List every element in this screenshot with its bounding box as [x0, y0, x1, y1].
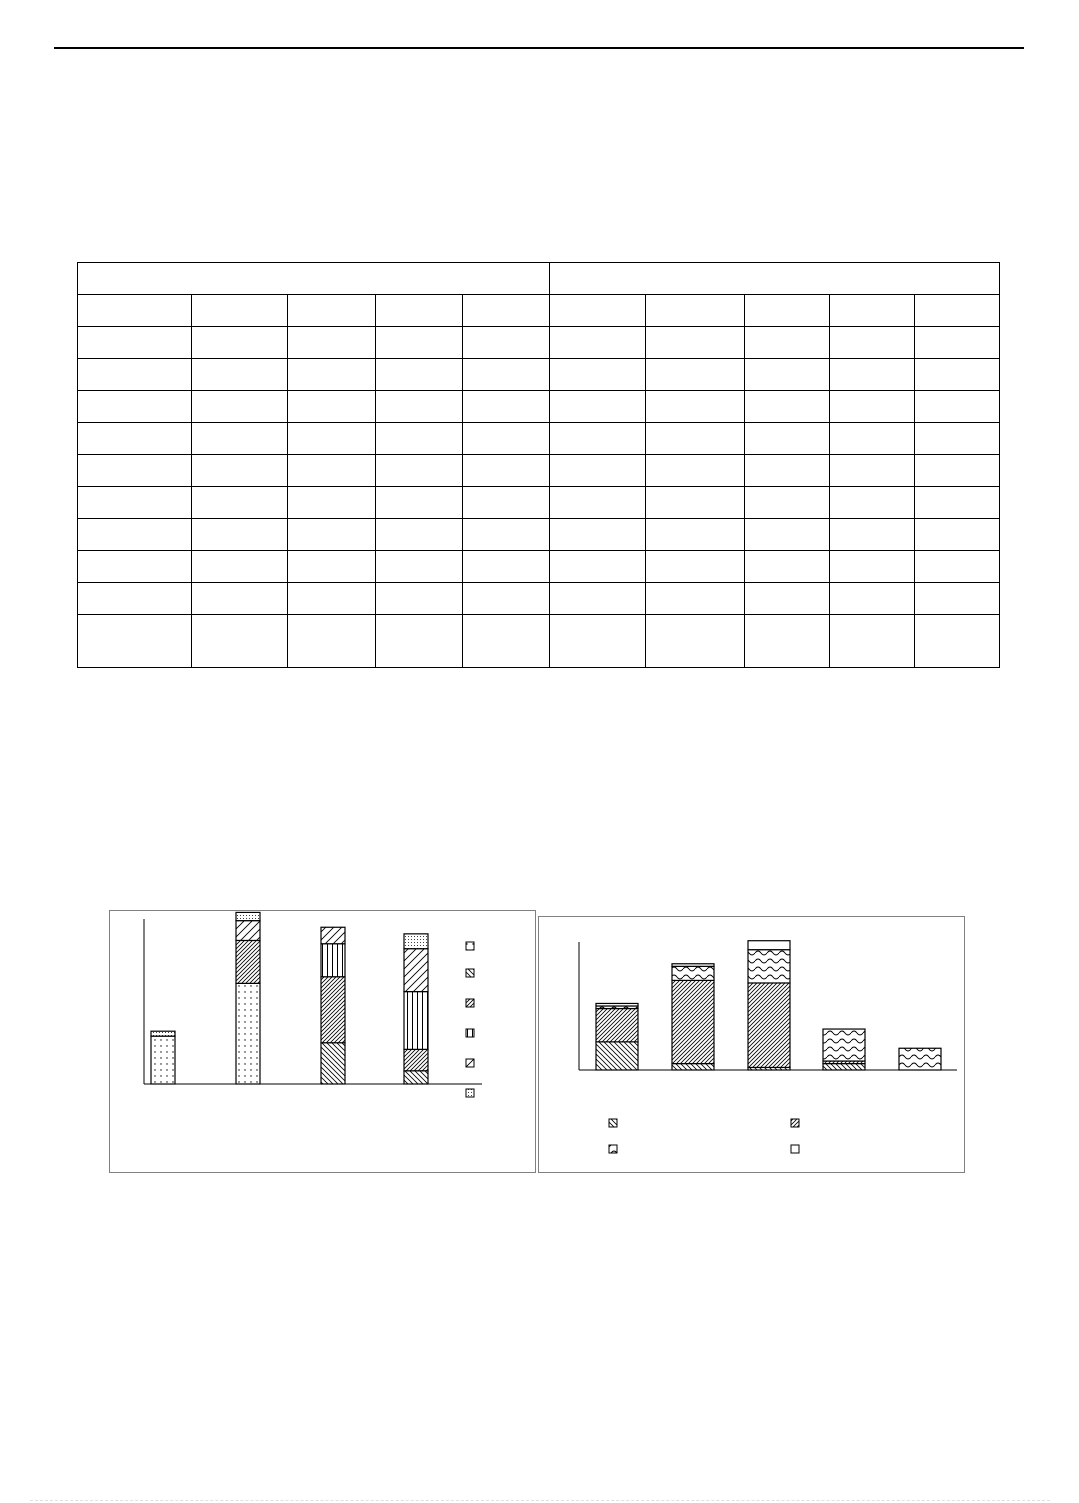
- bar-segment: [236, 912, 260, 920]
- table-cell: [915, 519, 1000, 551]
- table-cell: [915, 327, 1000, 359]
- table-cell: [192, 423, 288, 455]
- table-cell: [463, 455, 550, 487]
- table-cell: [288, 615, 376, 668]
- bar-segment: [823, 1064, 865, 1070]
- table-cell: [550, 295, 646, 327]
- chart-right-plot: [539, 917, 964, 1172]
- table-cell: [463, 519, 550, 551]
- legend-swatch: [466, 942, 474, 950]
- table-cell: [288, 391, 376, 423]
- table-cell: [288, 455, 376, 487]
- table-cell: [915, 455, 1000, 487]
- table-cell: [463, 327, 550, 359]
- bar-segment: [899, 1048, 941, 1070]
- table-cell: [376, 359, 463, 391]
- table-cell: [463, 359, 550, 391]
- table-row: [78, 487, 1000, 519]
- bar-segment: [596, 1042, 638, 1070]
- table-row: [78, 295, 1000, 327]
- table-cell: [78, 583, 192, 615]
- table-cell: [376, 455, 463, 487]
- legend-swatch: [609, 1119, 617, 1127]
- table-cell: [550, 551, 646, 583]
- table-cell: [78, 359, 192, 391]
- table-cell: [78, 423, 192, 455]
- table-cell: [192, 519, 288, 551]
- bar-segment: [321, 944, 345, 977]
- table-cell: [646, 327, 745, 359]
- bar-segment: [321, 977, 345, 1043]
- table-cell: [745, 359, 830, 391]
- table-cell: [830, 391, 915, 423]
- bar-segment: [596, 1003, 638, 1006]
- table-cell: [830, 295, 915, 327]
- top-rule: [54, 47, 1024, 49]
- table-cell: [192, 583, 288, 615]
- table-cell: [288, 295, 376, 327]
- bar-segment: [596, 1009, 638, 1042]
- legend-swatch: [609, 1145, 617, 1153]
- table-cell: [915, 615, 1000, 668]
- table-cell: [78, 455, 192, 487]
- table-cell: [646, 295, 745, 327]
- legend-swatch: [791, 1145, 799, 1153]
- table-cell: [915, 551, 1000, 583]
- table-cell: [376, 487, 463, 519]
- table-cell: [376, 391, 463, 423]
- table-cell: [376, 519, 463, 551]
- table-cell: [376, 327, 463, 359]
- table-cell: [646, 615, 745, 668]
- table-cell: [745, 519, 830, 551]
- table-cell: [745, 391, 830, 423]
- table-cell: [463, 487, 550, 519]
- table-cell: [830, 615, 915, 668]
- table-cell: [915, 423, 1000, 455]
- table-cell: [745, 615, 830, 668]
- table-row: [78, 455, 1000, 487]
- table-cell: [192, 615, 288, 668]
- table-cell: [646, 551, 745, 583]
- bar-segment: [748, 983, 790, 1067]
- table-cell: [78, 551, 192, 583]
- table-cell: [78, 615, 192, 668]
- table-cell: [288, 423, 376, 455]
- table-cell: [915, 295, 1000, 327]
- table-row: [78, 583, 1000, 615]
- table-cell: [830, 487, 915, 519]
- table-cell: [376, 615, 463, 668]
- table-cell: [376, 295, 463, 327]
- table-cell: [288, 327, 376, 359]
- table-row: [78, 551, 1000, 583]
- table-row: [78, 359, 1000, 391]
- table-cell: [830, 519, 915, 551]
- table-cell: [915, 487, 1000, 519]
- table-cell: [745, 551, 830, 583]
- table-cell: [646, 519, 745, 551]
- page-footer-rule: [30, 1500, 1050, 1501]
- table-group-header: [78, 263, 550, 295]
- bar-segment: [321, 927, 345, 944]
- bar-segment: [404, 934, 428, 949]
- table-cell: [550, 615, 646, 668]
- table-cell: [192, 359, 288, 391]
- table-cell: [288, 487, 376, 519]
- table-group-header: [550, 263, 1000, 295]
- table-cell: [550, 519, 646, 551]
- table-row: [78, 615, 1000, 668]
- table-cell: [550, 487, 646, 519]
- bar-segment: [748, 950, 790, 983]
- table-cell: [192, 327, 288, 359]
- table-cell: [915, 391, 1000, 423]
- table-cell: [463, 583, 550, 615]
- table-cell: [915, 583, 1000, 615]
- table-cell: [192, 551, 288, 583]
- table-row: [78, 519, 1000, 551]
- table-cell: [463, 615, 550, 668]
- table-cell: [646, 359, 745, 391]
- legend-swatch: [791, 1119, 799, 1127]
- chart-left: [109, 910, 536, 1173]
- bar-segment: [236, 940, 260, 983]
- table-cell: [463, 551, 550, 583]
- table-cell: [376, 423, 463, 455]
- table-cell: [745, 455, 830, 487]
- legend-swatch: [466, 1029, 474, 1037]
- chart-right: [538, 916, 965, 1173]
- table-cell: [376, 583, 463, 615]
- table-cell: [78, 295, 192, 327]
- bar-segment: [748, 941, 790, 950]
- table-cell: [745, 295, 830, 327]
- bar-segment: [236, 983, 260, 1084]
- bar-segment: [672, 966, 714, 980]
- bar-segment: [672, 964, 714, 967]
- table-row: [78, 391, 1000, 423]
- table-cell: [78, 487, 192, 519]
- table-cell: [550, 359, 646, 391]
- table-cell: [463, 295, 550, 327]
- table-cell: [192, 455, 288, 487]
- table-cell: [78, 391, 192, 423]
- bar-segment: [404, 1049, 428, 1070]
- chart-left-plot: [110, 911, 535, 1172]
- table-cell: [830, 551, 915, 583]
- table-cell: [646, 583, 745, 615]
- bar-segment: [404, 1071, 428, 1084]
- table-cell: [745, 583, 830, 615]
- table-cell: [550, 423, 646, 455]
- table-cell: [915, 359, 1000, 391]
- table-cell: [192, 295, 288, 327]
- table-cell: [288, 519, 376, 551]
- table-cell: [463, 423, 550, 455]
- table-cell: [745, 327, 830, 359]
- bar-segment: [823, 1029, 865, 1061]
- table-cell: [745, 423, 830, 455]
- bar-segment: [672, 980, 714, 1063]
- table-cell: [550, 391, 646, 423]
- legend-swatch: [466, 999, 474, 1007]
- data-table: [77, 262, 1000, 668]
- table-header-row: [78, 263, 1000, 295]
- table-cell: [288, 551, 376, 583]
- legend-swatch: [466, 1089, 474, 1097]
- table-cell: [463, 391, 550, 423]
- legend-swatch: [466, 969, 474, 977]
- bar-segment: [404, 949, 428, 992]
- table-cell: [192, 487, 288, 519]
- table-row: [78, 327, 1000, 359]
- table-cell: [550, 327, 646, 359]
- bar-segment: [151, 1031, 175, 1036]
- table-cell: [830, 455, 915, 487]
- table-cell: [376, 551, 463, 583]
- table-cell: [288, 583, 376, 615]
- table-cell: [646, 487, 745, 519]
- table-row: [78, 423, 1000, 455]
- table-cell: [78, 519, 192, 551]
- bar-segment: [151, 1036, 175, 1084]
- table-cell: [288, 359, 376, 391]
- table-cell: [78, 327, 192, 359]
- table-cell: [830, 583, 915, 615]
- bar-segment: [236, 921, 260, 941]
- table-cell: [830, 423, 915, 455]
- table-cell: [550, 583, 646, 615]
- legend-swatch: [466, 1059, 474, 1067]
- table-cell: [745, 487, 830, 519]
- table-cell: [646, 391, 745, 423]
- table-cell: [830, 359, 915, 391]
- table-cell: [830, 327, 915, 359]
- table-cell: [550, 455, 646, 487]
- table-cell: [646, 423, 745, 455]
- table-cell: [646, 455, 745, 487]
- bar-segment: [321, 1043, 345, 1084]
- bar-segment: [672, 1064, 714, 1070]
- table-cell: [192, 391, 288, 423]
- bar-segment: [404, 992, 428, 1050]
